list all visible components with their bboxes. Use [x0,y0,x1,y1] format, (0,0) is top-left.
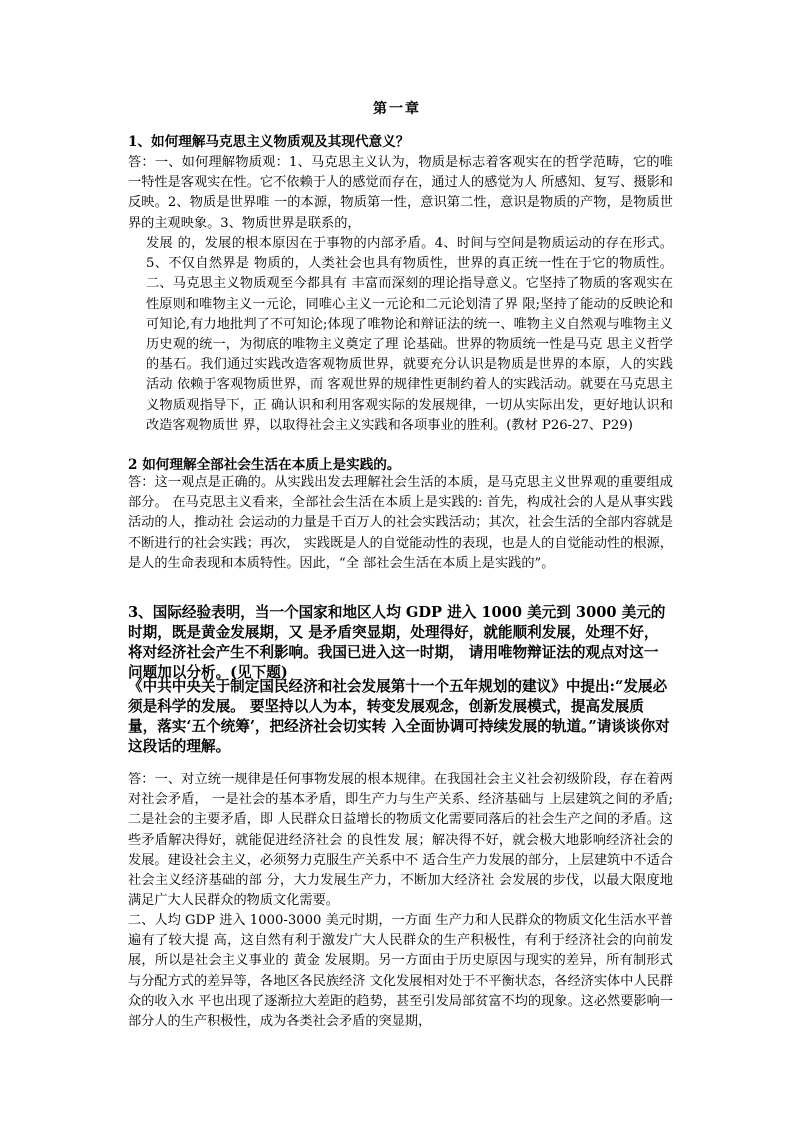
question-1-heading: 1、如何理解马克思主义物质观及其现代意义？ [128,134,410,150]
question-3-heading: 3、国际经验表明，当一个国家和地区人均 GDP 进入 1000 美元到 3000 美元的时期，既是黄金发展期，又 是矛盾突显期，处理得好，就能顺利发展，处理不好，将对经济社会产生不利影响。我国已进入这一时期， 请用唯物辩证法的观点对这一问题加以分析。(见下题) [128,604,666,681]
question-3-quote: 《中共中央关于制定国民经济和社会发展第十一个五年规划的建议》中提出:“发展必须是科学的发展。 要坚持以人为本，转变发展观念，创新发展模式，提高发展质量，落实‘五个统筹’，把经济社会切实转 入全面协调可持续发展的轨道。”请谈谈你对这段话的理解。 [128,678,670,755]
chapter-title: 第一章 [373,101,421,117]
question-2-heading: 2 如何理解全部社会生活在本质上是实践的。 [128,457,401,473]
answer-2: 答：这一观点是正确的。从实践出发去理解社会生活的本质，是马克思主义世界观的重要组成部分。 在马克思主义看来，全部社会生活在本质上是实践的: 首先，构成社会的人是从事实践活动的人，推动社 会运动的力量是千百万人的社会实践活动；其次，社会生活的全部内容就是不断进行的社会实践；再次， 实践既是人的自觉能动性的表现，也是人的自觉能动性的根源，是人的生命表现和本质特性。因此，“全 部社会生活在本质上是实践的”。 [128,475,673,571]
answer-1-part-2: 发展 的，发展的根本原因在于事物的内部矛盾。4、时间与空间是物质运动的存在形式。5、不仅自然界是 物质的，人类社会也具有物质性，世界的真正统一性在于它的物质性。二、马克思主义物质观至今都具有 丰富而深刻的理论指导意义。它坚持了物质的客观实在性原则和唯物主义一元论，同唯心主义一元论和二元论划清了界 限;坚持了能动的反映论和可知论,有力地批判了不可知论;体现了唯物论和辩证法的统一、唯物主义自然观与唯物主义历史观的统一，为彻底的唯物主义奠定了理 论基础。世界的物质统一性是马克 思主义哲学的基石。我们通过实践改造客观物质世界，就要充分认识是物质是世界的本原，人的实践活动 依赖于客观物质世界，而 客观世界的规律性更制约着人的实践活动。就要在马克思主义物质观指导下，正 确认识和利用客观实际的发展规律，一切从实际出发，更好地认识和改造客观物质世 界，以取得社会主义实践和各项事业的胜利。(教材 P26-27、P29) [146,236,673,433]
answer-1-part-1: 答：一、如何理解物质观：1、马克思主义认为，物质是标志着客观实在的哲学范畴，它的唯一特性是客观实在性。它不依赖于人的感觉而存在，通过人的感觉为人 所感知、复写、摄影和反映。2、物质是世界唯 一的本源，物质第一性，意识第二性，意识是物质的产物，是物质世界的主观映象。3、物质世界是联系的， [128,155,673,231]
answer-3-part-1: 答：一、对立统一规律是任何事物发展的根本规律。在我国社会主义社会初级阶段，存在着两对社会矛盾， 一是社会的基本矛盾，即生产力与生产关系、经济基础与 上层建筑之间的矛盾;二是社会的主要矛盾，即 人民群众日益增长的物质文化需要同落后的社会生产之间的矛盾。这些矛盾解决得好，就能促进经济社会 的良性发 展；解决得不好，就会极大地影响经济社会的发展。建设社会主义，必须努力克服生产关系中不 适合生产力发展的部分，上层建筑中不适合社会主义经济基础的部 分，大力发展生产力，不断加大经济社 会发展的步伐，以最大限度地满足广大人民群众的物质文化需要。 [128,772,673,909]
answer-3-part-2: 二、人均 GDP 进入 1000-3000 美元时期，一方面 生产力和人民群众的物质文化生活水平普遍有了较大提 高，这自然有利于激发广大人民群众的生产积极性，有利于经济社会的向前发展，所以是社会主义事业的 黄金 发展期。另一方面由于历史原因与现实的差异，所有制形式与分配方式的差异等，各地区各民族经济 文化发展相对处于不平衡状态，各经济实体中人民群众的收入水 平也出现了逐渐拉大差距的趋势，甚至引发局部贫富不均的现象。这必然要影响一部分人的生产积极性，成为各类社会矛盾的突显期， [128,913,673,1030]
